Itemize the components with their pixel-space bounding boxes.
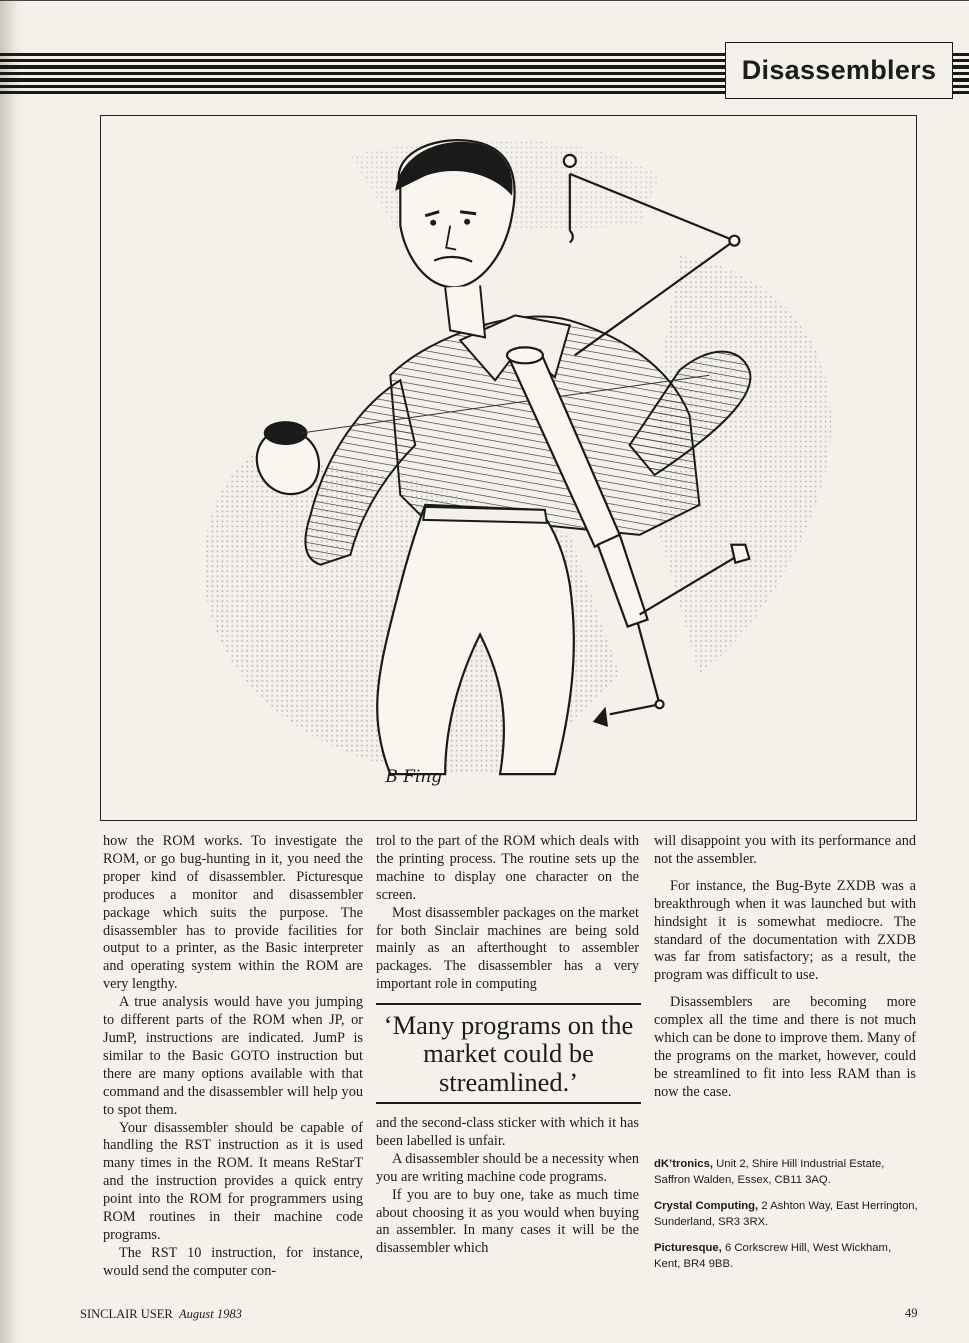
paragraph: The RST 10 instruction, for instance, would send the computer con- bbox=[103, 1244, 363, 1279]
paragraph: For instance, the Bug-Byte ZXDB was a breakthrough when it was launched but with hindsight it is somewhat mediocre. The standard of the documentation with ZXDB was far from satisfactory; as a result, the program was difficult to use. bbox=[654, 877, 916, 984]
paragraph: A disassembler should be a necessity when you are writing machine code programs. bbox=[376, 1150, 639, 1185]
paragraph: If you are to buy one, take as much time about choosing it as you would when buying an assembler. In many cases it will be the disassembler which bbox=[376, 1186, 639, 1257]
top-edge-rule bbox=[0, 0, 969, 7]
company-name: dK’tronics, bbox=[654, 1158, 713, 1170]
paragraph: A true analysis would have you jumping to different parts of the ROM when JP, or JumP, instructions are indicated. JumP is similar to the Basic GOTO instruction but there are many options available with that command and the disassembler will help you to spot them. bbox=[103, 994, 363, 1118]
article-column-2-top bbox=[376, 833, 639, 994]
section-header-box bbox=[725, 42, 953, 99]
pull-quote bbox=[376, 1003, 641, 1104]
company-details: Unit 2, Shire Hill Industrial Estate, Saffron Walden, Essex, CB11 3AQ. bbox=[654, 1158, 885, 1186]
paragraph: Your disassembler should be capable of handling the RST instruction as it is used many times in the ROM. It means ReStarT and the instruction provides a quick entry point into the ROM for programmers using ROM routines in their machine code programs. bbox=[103, 1119, 363, 1243]
belt bbox=[423, 507, 547, 523]
artist-signature: B Fing bbox=[385, 766, 443, 787]
company-name: Picturesque, bbox=[654, 1242, 722, 1254]
company-address bbox=[654, 1157, 919, 1188]
company-details: 6 Corkscrew Hill, West Wickham, Kent, BR4 9BB. bbox=[654, 1242, 892, 1270]
paragraph: Most disassembler packages on the market for both Sinclair machines are being sold mainly as an afterthought to assembler packages. The disassembler has a very important role in computing bbox=[376, 904, 639, 993]
paragraph: and the second-class sticker with which it has been labelled is unfair. bbox=[376, 1115, 639, 1149]
illustration-frame bbox=[100, 115, 917, 821]
paragraph: trol to the part of the ROM which deals with the printing process. The routine sets up the machine to display one character on the screen. bbox=[376, 833, 639, 903]
company-name: Crystal Computing, bbox=[654, 1200, 759, 1212]
section-title: Disassemblers bbox=[741, 55, 937, 85]
paragraph: how the ROM works. To investigate the ROM, or go bug-hunting in it, you need the proper kind of disassembler. Picturesque produces a monitor and disassembler package which suits the purpose. The disassembler has to provide facilities for output to a printer, as the Basic interpreter and operating system within the ROM are very lengthy. bbox=[103, 833, 363, 993]
article-column-3 bbox=[654, 833, 916, 1102]
paragraph: will disappoint you with its performance and not the assembler. bbox=[654, 833, 916, 867]
company-address bbox=[654, 1199, 919, 1230]
magazine-name: SINCLAIR USER bbox=[80, 1307, 173, 1321]
illustration-man-with-robotic-arm bbox=[101, 116, 916, 820]
page-footer bbox=[80, 1307, 242, 1322]
pull-quote-text: ‘Many programs on the market could be streamlined.’ bbox=[383, 1009, 634, 1097]
issue-date: August 1983 bbox=[178, 1307, 242, 1321]
article-column-2-bottom bbox=[376, 1115, 639, 1258]
paragraph: Disassemblers are becoming more complex all the time and there is not much which can be done to improve them. Many of the programs on the market, however, could be streamlined to fit into less RAM than is now the case. bbox=[654, 994, 916, 1100]
page-spine-shadow bbox=[0, 0, 22, 1343]
company-address bbox=[654, 1241, 919, 1272]
page-number: 49 bbox=[905, 1306, 918, 1320]
article-column-1 bbox=[103, 833, 363, 1281]
company-details: 2 Ashton Way, East Herrington, Sunderland, SR3 3RX. bbox=[654, 1200, 918, 1228]
